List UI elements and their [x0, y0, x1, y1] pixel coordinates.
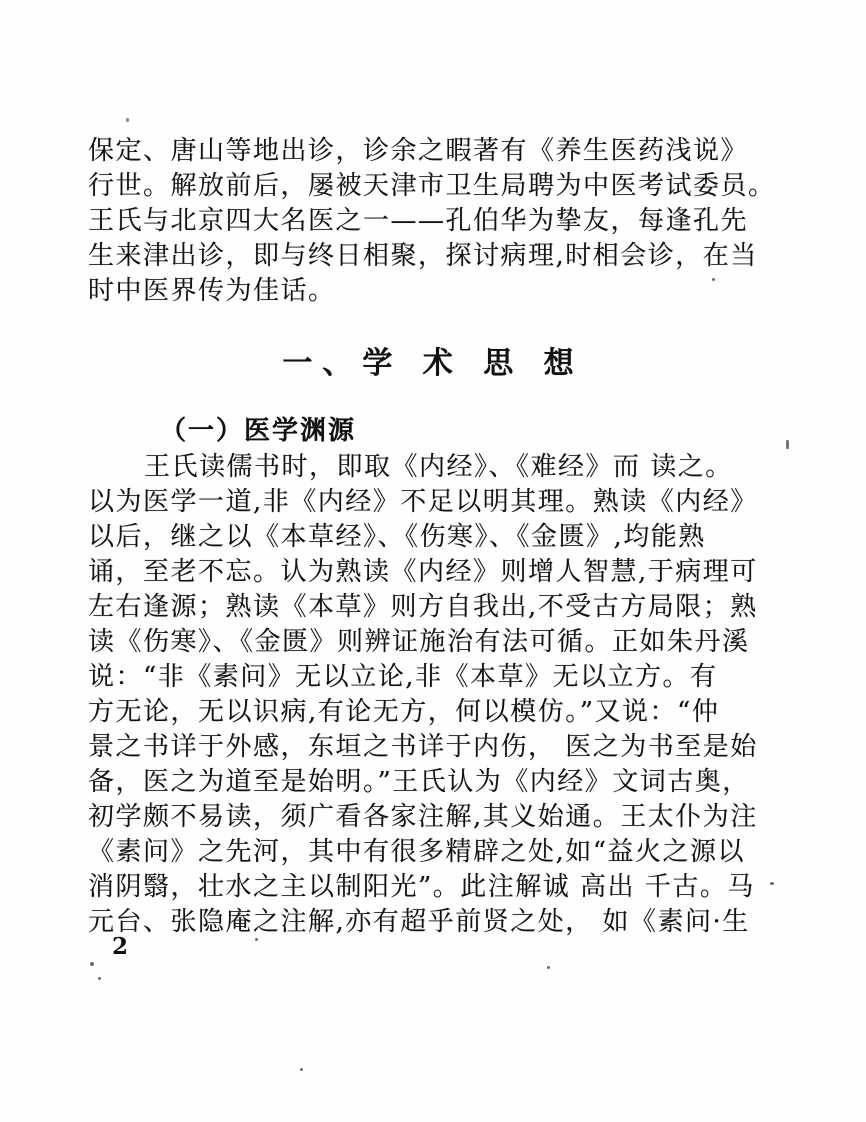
text-line: 消阴翳，壮水之主以制阳光”。此注解诚 高出 千古。马 [88, 872, 755, 902]
scan-speck [126, 118, 129, 122]
text-line: 以为医学一道,非《内经》不足以明其理。熟读《内经》 [88, 487, 758, 517]
section-heading: 一、学 术 思 想 [282, 346, 584, 381]
text-line: 景之书详于外感，东垣之书详于内伤， 医之为书至是始 [88, 732, 758, 762]
scan-speck [712, 278, 715, 281]
text-line: 王氏与北京四大名医之一——孔伯华为挚友，每逢孔先 [88, 206, 749, 236]
text-line: 左右逢源；熟读《本草》则方自我出,不受古方局限；熟 [88, 592, 758, 622]
page-number: 2 [112, 933, 129, 960]
text-line: 元台、张隐庵之注解,亦有超乎前贤之处， 如《素问·生 [88, 907, 750, 937]
text-line: 读《伤寒》、《金匮》则辨证施治有法可循。正如朱丹溪 [88, 627, 750, 657]
text-line: 《素问》之先河，其中有很多精辟之处,如“益火之源以 [88, 837, 746, 867]
scan-speck [90, 962, 94, 966]
scan-speck [255, 938, 258, 941]
scan-speck [300, 1068, 303, 1071]
intro-paragraph [88, 134, 788, 309]
text-line: 初学颇不易读，须广看各家注解,其义始通。王太仆为注 [88, 802, 758, 832]
scan-speck [98, 977, 101, 980]
body-paragraph [88, 450, 788, 940]
text-line: 说：“非《素问》无以立论,非《本草》无以立方。有 [88, 662, 718, 692]
text-line: 生来津出诊，即与终日相聚，探讨病理,时相会诊，在当 [88, 241, 758, 271]
text-line: 备，医之为道至是始明。”王氏认为《内经》文词古奥， [88, 767, 750, 797]
text-line: 以后，继之以《本草经》、《伤寒》、《金匮》,均能熟 [88, 522, 706, 552]
text-line: 时中医界传为佳话。 [88, 276, 336, 306]
scan-speck [770, 882, 774, 885]
text-line: 方无论，无以识病,有论无方，何以模仿。”又说：“仲 [88, 697, 720, 727]
scan-speck [786, 440, 789, 449]
text-line: 行世。解放前后，屡被天津市卫生局聘为中医考试委员。 [88, 171, 776, 201]
text-line: 保定、唐山等地出诊，诊余之暇著有《养生医药浅说》 [88, 136, 749, 166]
text-line: 王氏读儒书时，即取《内经》、《难经》而 读之。 [144, 452, 733, 482]
subsection-heading: （一）医学渊源 [160, 416, 357, 446]
scan-speck [547, 966, 550, 969]
text-line: 诵，至老不忘。认为熟读《内经》则增人智慧,于病理可 [88, 557, 758, 587]
